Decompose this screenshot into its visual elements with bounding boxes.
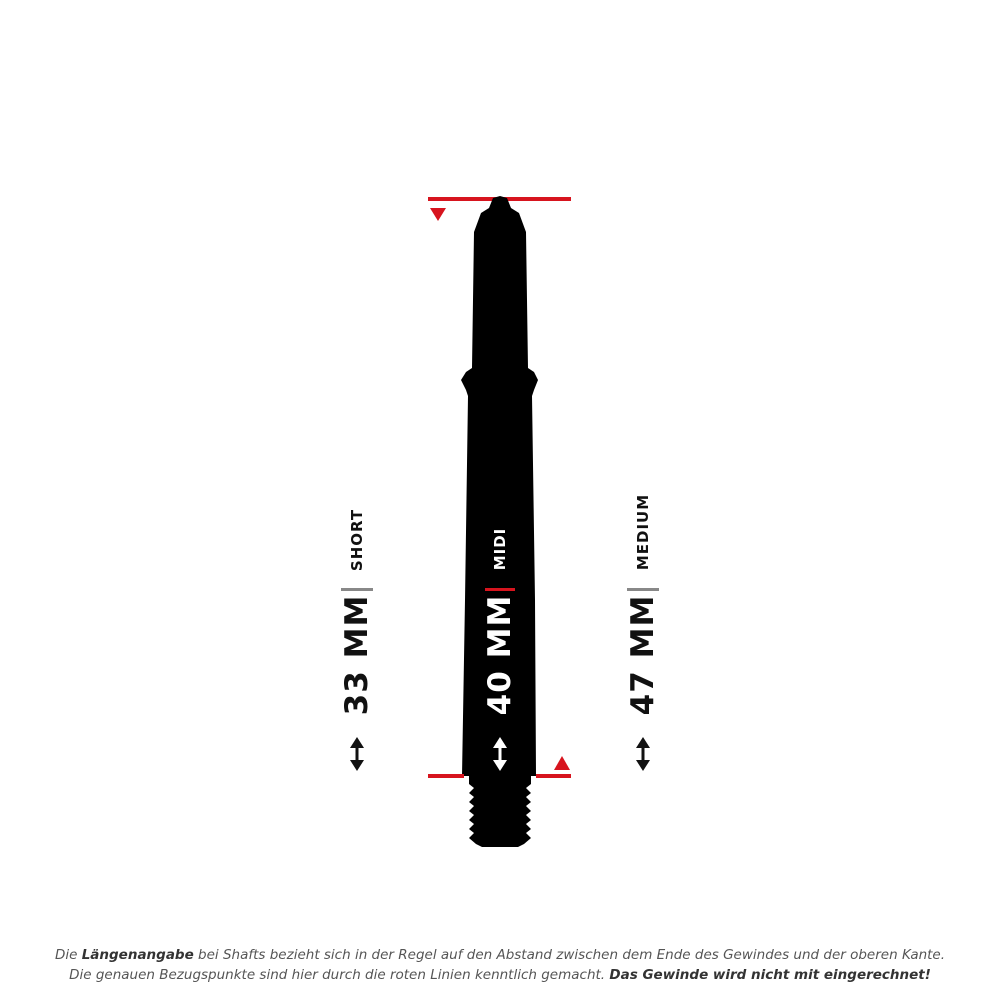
caption: [0, 945, 1000, 985]
up-triangle-icon: [554, 756, 570, 770]
caption-text: Die: [54, 947, 82, 963]
caption-emphasis: Das Gewinde wird nicht mit eingerechnet!: [609, 967, 931, 983]
divider-short: [341, 588, 373, 591]
caption-line-2: [0, 965, 1000, 985]
up-down-arrow-icon: [350, 737, 364, 771]
size-name-medium: MEDIUM: [634, 493, 652, 571]
shaft-thread: [469, 776, 531, 847]
length-midi: 40 MM: [482, 594, 518, 716]
bottom-reference-line-left: [428, 774, 464, 778]
bottom-reference-line-right: [536, 774, 571, 778]
caption-emphasis: Längenangabe: [81, 947, 194, 963]
size-name-short: SHORT: [348, 508, 366, 572]
caption-line-1: [0, 945, 1000, 965]
caption-text: Die genauen Bezugspunkte sind hier durch die roten Linien kenntlich gemacht.: [69, 967, 610, 983]
length-short: 33 MM: [339, 594, 375, 716]
size-name-midi: MIDI: [491, 527, 509, 571]
divider-medium: [627, 588, 659, 591]
caption-text: bei Shafts bezieht sich in der Regel auf den Abstand zwischen dem Ende des Gewindes und der oberen Kante.: [193, 947, 946, 963]
divider-midi: [485, 588, 515, 591]
down-triangle-icon: [430, 208, 446, 221]
up-down-arrow-icon: [636, 737, 650, 771]
length-medium: 47 MM: [625, 594, 661, 716]
